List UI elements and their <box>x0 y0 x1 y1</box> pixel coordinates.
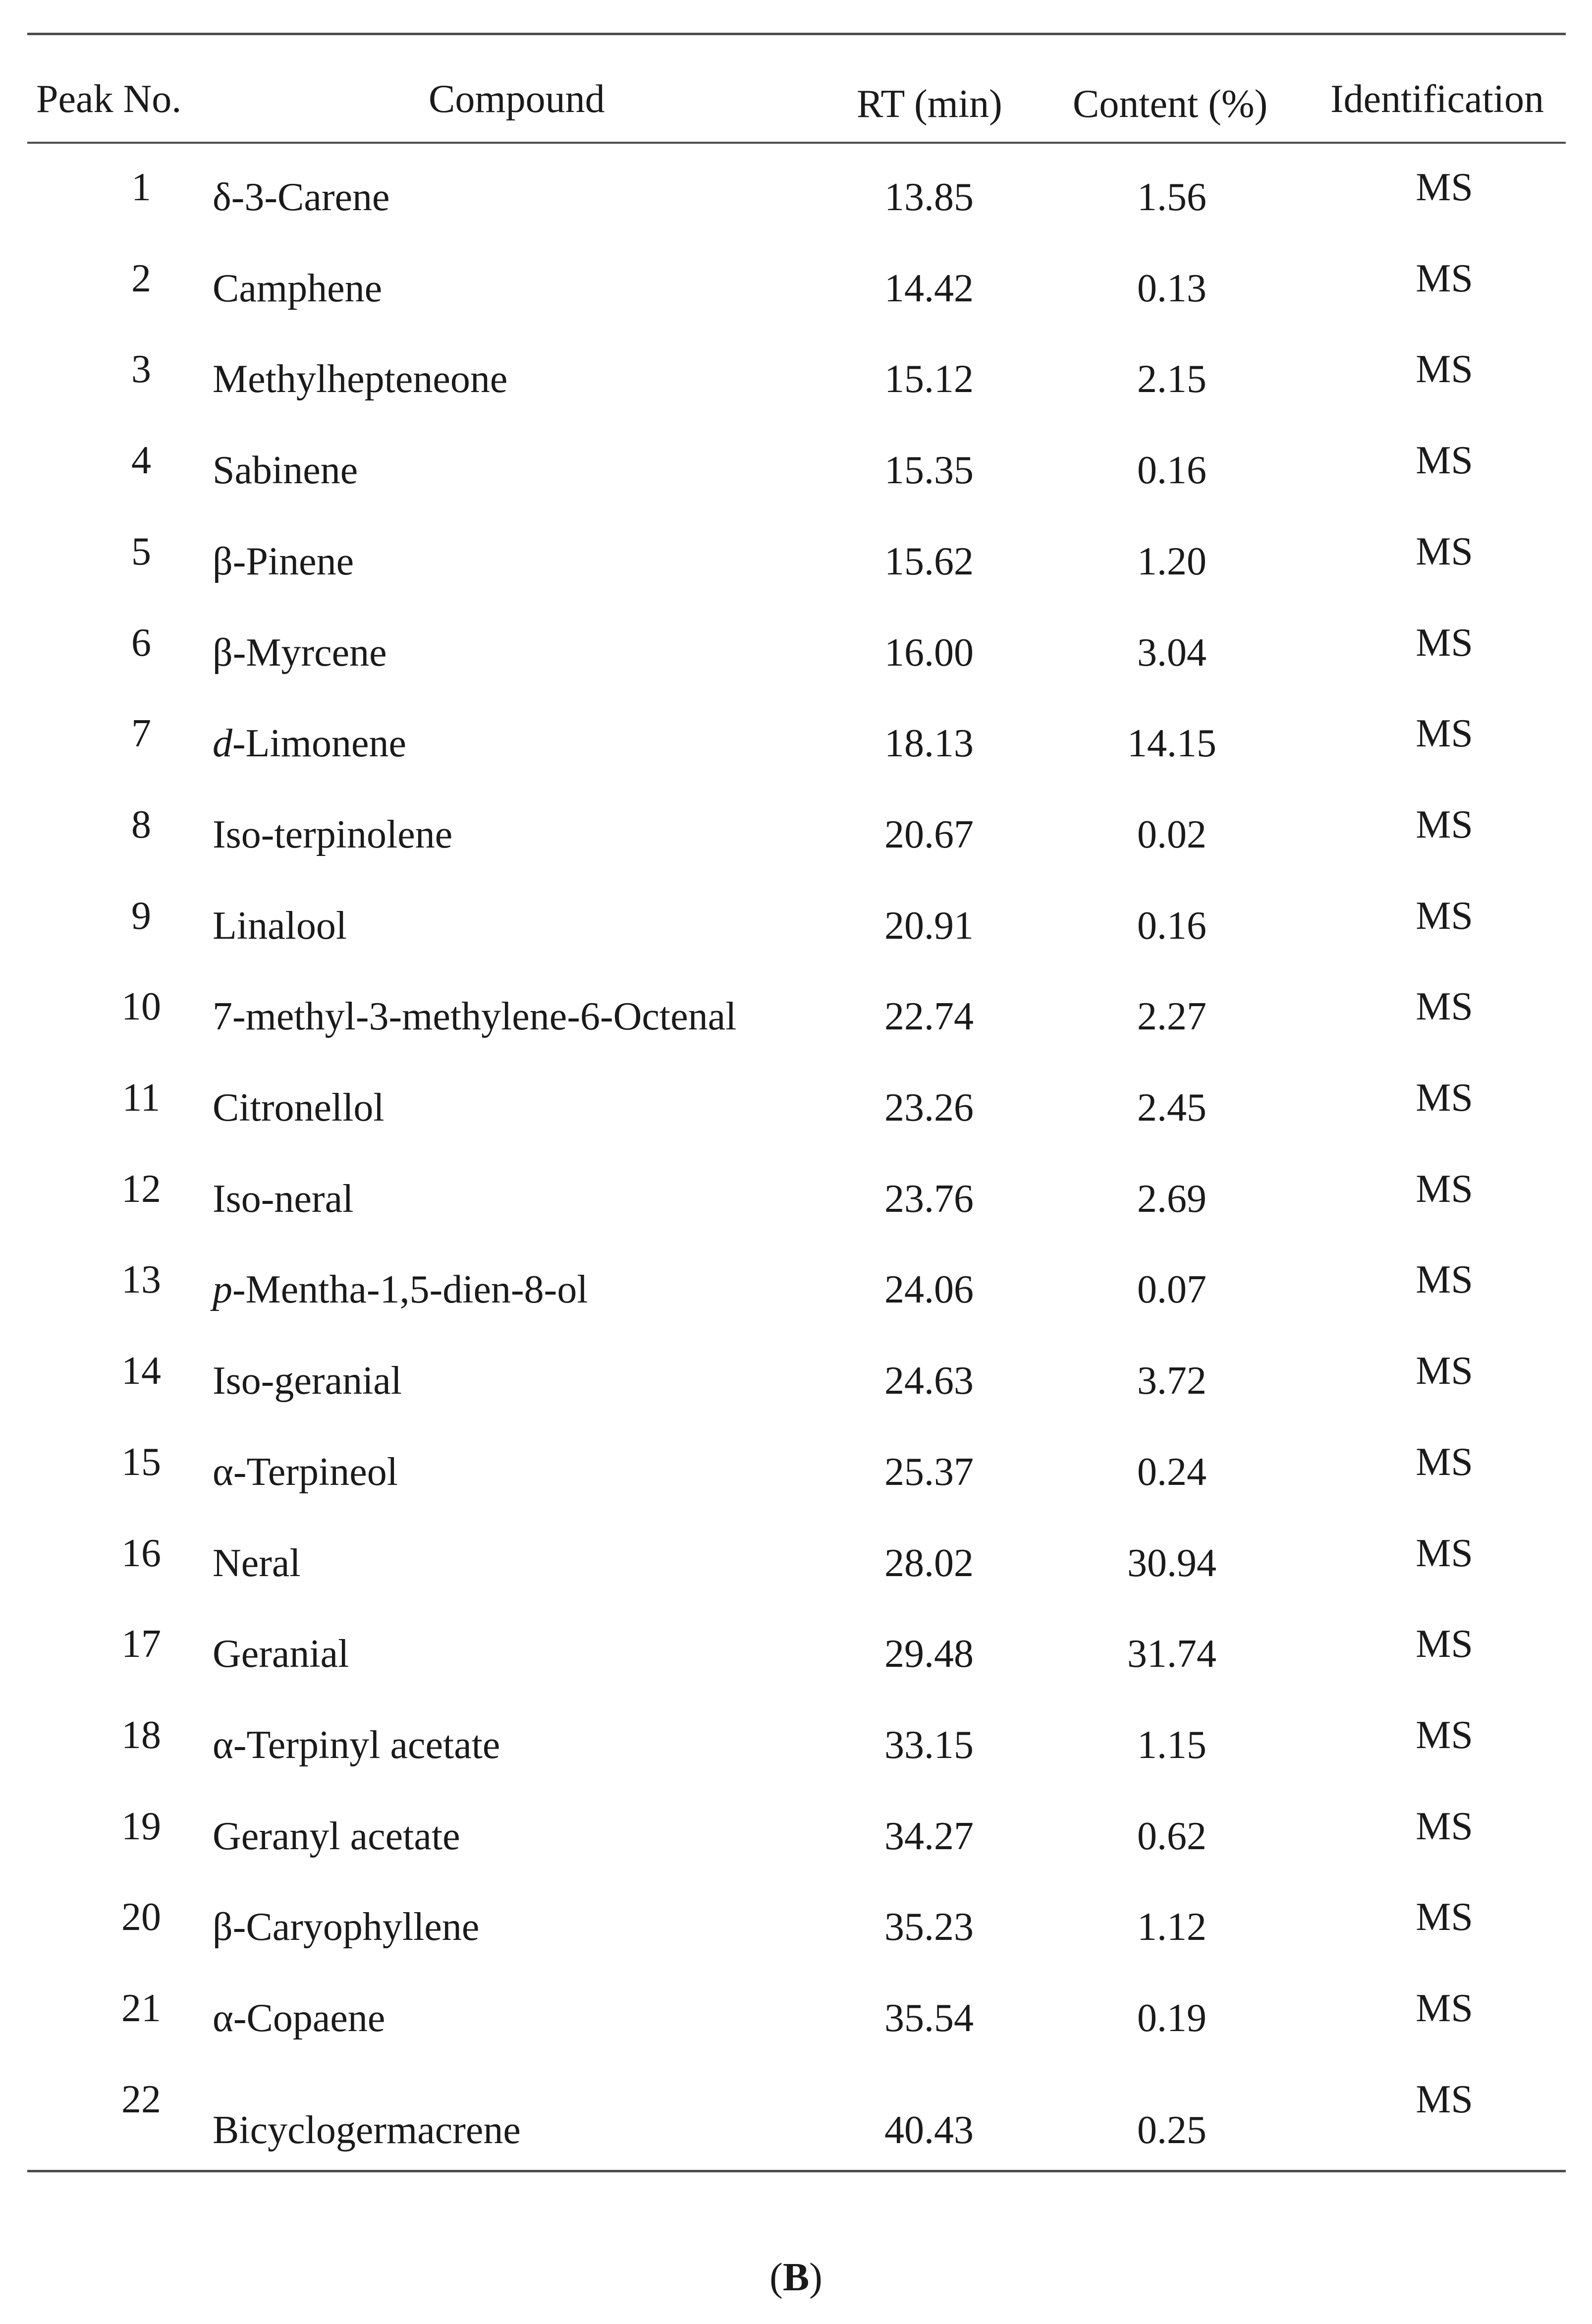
retention-time-cell: 35.23 <box>884 1905 974 1949</box>
table-row <box>27 781 1566 872</box>
identification-cell: MS <box>1416 1349 1473 1393</box>
compound-name-text: Iso-terpinolene <box>213 812 453 856</box>
table-row <box>27 1510 1566 1600</box>
content-percent-cell: 0.13 <box>1137 266 1207 310</box>
table-row <box>27 2056 1566 2152</box>
caption-open-paren: ( <box>769 2256 783 2299</box>
compound-name-text: Neral <box>213 1541 301 1585</box>
compound-name-text: δ-3-Carene <box>213 175 390 219</box>
identification-cell: MS <box>1416 1895 1473 1939</box>
peak-number-cell: 11 <box>122 1076 161 1120</box>
content-percent-cell: 3.04 <box>1137 630 1207 675</box>
peak-number-cell: 22 <box>121 2077 161 2121</box>
content-percent-cell: 1.20 <box>1137 539 1207 583</box>
content-percent-cell: 1.56 <box>1137 175 1207 219</box>
identification-cell: MS <box>1416 347 1473 392</box>
identification-cell: MS <box>1416 1440 1473 1484</box>
retention-time-cell: 16.00 <box>884 630 974 675</box>
content-percent-cell: 3.72 <box>1137 1359 1207 1403</box>
compound-name-text: Iso-geranial <box>213 1359 402 1403</box>
peak-number-cell: 3 <box>131 347 151 392</box>
content-percent-cell: 2.69 <box>1137 1177 1207 1221</box>
table-row <box>27 235 1566 326</box>
table-row <box>27 1145 1566 1236</box>
peak-number-cell: 6 <box>131 621 151 665</box>
retention-time-cell: 15.62 <box>884 539 974 583</box>
peak-number-cell: 8 <box>131 802 151 847</box>
compound-prefix: p <box>213 1268 232 1312</box>
retention-time-cell: 18.13 <box>884 722 974 766</box>
compound-name-text: Methylhepteneone <box>213 357 508 401</box>
content-percent-cell: 0.62 <box>1137 1814 1207 1858</box>
compound-name-cell <box>213 1268 588 1312</box>
table-row <box>27 1600 1566 1691</box>
table-row <box>27 326 1566 416</box>
content-percent-cell: 0.25 <box>1137 2108 1207 2152</box>
compound-name-text: α-Copaene <box>213 1996 385 2040</box>
compound-prefix: d <box>213 722 232 766</box>
identification-cell: MS <box>1416 1986 1473 2030</box>
peak-number-cell: 16 <box>121 1531 161 1575</box>
content-percent-cell: 0.19 <box>1137 1996 1207 2040</box>
retention-time-cell: 35.54 <box>884 1996 974 2040</box>
peak-number-cell: 13 <box>121 1258 161 1302</box>
content-percent-cell: 14.15 <box>1127 722 1216 766</box>
retention-time-cell: 20.91 <box>884 904 974 948</box>
retention-time-cell: 23.26 <box>884 1086 974 1130</box>
content-percent-cell: 1.15 <box>1137 1723 1207 1767</box>
retention-time-cell: 34.27 <box>884 1814 974 1858</box>
table-row <box>27 508 1566 599</box>
identification-cell: MS <box>1416 802 1473 847</box>
peak-number-cell: 9 <box>131 894 151 938</box>
content-percent-cell: 2.45 <box>1137 1086 1207 1130</box>
retention-time-cell: 25.37 <box>884 1450 974 1494</box>
figure-caption <box>0 2258 1592 2297</box>
compound-name-cell <box>213 1088 384 1128</box>
compound-name-text: -Limonene <box>232 722 406 766</box>
compound-name-cell <box>213 449 358 493</box>
compound-name-text: Geranial <box>213 1632 349 1676</box>
identification-cell: MS <box>1416 985 1473 1029</box>
peak-number-cell: 7 <box>131 712 151 756</box>
compound-name-cell <box>213 266 383 310</box>
peak-number-cell: 2 <box>131 256 151 300</box>
table-row <box>27 1236 1566 1327</box>
peak-number-cell: 1 <box>131 166 151 209</box>
table-row <box>27 690 1566 781</box>
retention-time-cell: 22.74 <box>884 995 974 1039</box>
compound-name-cell <box>213 177 390 217</box>
compound-name-cell <box>213 630 387 675</box>
retention-time-cell: 24.06 <box>884 1268 974 1312</box>
table-row <box>27 599 1566 690</box>
table-row <box>27 963 1566 1054</box>
retention-time-cell: 40.43 <box>884 2108 974 2152</box>
peak-number-cell: 10 <box>121 985 161 1029</box>
retention-time-cell: 20.67 <box>884 812 974 856</box>
compound-name-cell <box>213 1725 500 1765</box>
peak-number-cell: 12 <box>121 1167 161 1211</box>
caption-label: B <box>782 2256 810 2299</box>
compound-name-cell <box>213 812 453 856</box>
compound-name-cell <box>213 1452 398 1492</box>
header-peak-no: Peak No. <box>36 77 182 121</box>
retention-time-cell: 13.85 <box>884 175 974 219</box>
retention-time-cell: 15.35 <box>884 449 974 493</box>
peak-number-cell: 14 <box>121 1349 161 1393</box>
compound-name-text: Citronellol <box>213 1086 384 1130</box>
table-row <box>27 1692 1566 1782</box>
identification-cell: MS <box>1416 1804 1473 1848</box>
content-percent-cell: 1.12 <box>1137 1905 1207 1949</box>
compound-name-text: β-Myrcene <box>213 630 387 675</box>
content-percent-cell: 2.27 <box>1137 995 1207 1039</box>
peak-number-cell: 5 <box>131 529 151 573</box>
identification-cell: MS <box>1416 166 1473 209</box>
compound-name-text: α-Terpinyl acetate <box>213 1723 500 1767</box>
table-row <box>27 1418 1566 1509</box>
content-percent-cell: 0.16 <box>1137 449 1207 493</box>
identification-cell: MS <box>1416 1713 1473 1757</box>
compound-name-cell <box>213 359 507 399</box>
identification-cell: MS <box>1416 894 1473 938</box>
compound-name-text: α-Terpineol <box>213 1450 398 1494</box>
content-percent-cell: 0.02 <box>1137 812 1207 856</box>
table-header-row <box>27 33 1566 142</box>
table-row <box>27 1873 1566 1964</box>
peak-number-cell: 19 <box>121 1804 161 1848</box>
table-row <box>27 144 1566 234</box>
compound-name-cell <box>213 1998 385 2038</box>
compound-name-cell <box>213 1543 301 1583</box>
compound-name-text: Linalool <box>213 904 347 948</box>
compound-name-text: Bicyclogermacrene <box>213 2108 521 2152</box>
content-percent-cell: 0.07 <box>1137 1268 1207 1312</box>
table-row <box>27 1054 1566 1145</box>
peak-number-cell: 20 <box>121 1895 161 1939</box>
identification-cell: MS <box>1416 1258 1473 1302</box>
peak-number-cell: 17 <box>121 1622 161 1666</box>
table-bottom-rule <box>27 2170 1566 2172</box>
compound-name-text: -Mentha-1,5-dien-8-ol <box>232 1268 588 1312</box>
content-percent-cell: 0.24 <box>1137 1450 1207 1494</box>
identification-cell: MS <box>1416 1167 1473 1211</box>
compound-name-text: 7-methyl-3-methylene-6-Octenal <box>213 995 737 1039</box>
compound-name-cell <box>213 722 406 766</box>
retention-time-cell: 23.76 <box>884 1177 974 1221</box>
identification-cell: MS <box>1416 712 1473 756</box>
compound-name-text: Sabinene <box>213 449 358 493</box>
compound-name-cell <box>213 1634 349 1674</box>
compound-name-text: Iso-neral <box>213 1177 354 1221</box>
identification-cell: MS <box>1416 439 1473 483</box>
retention-time-cell: 29.48 <box>884 1632 974 1676</box>
compound-name-cell <box>213 1816 460 1856</box>
content-percent-cell: 0.16 <box>1137 904 1207 948</box>
identification-cell: MS <box>1416 621 1473 665</box>
identification-cell: MS <box>1416 256 1473 300</box>
retention-time-cell: 14.42 <box>884 266 974 310</box>
header-identification: Identification <box>1330 77 1544 121</box>
compound-name-text: β-Caryophyllene <box>213 1905 480 1949</box>
header-content: Content (%) <box>1073 82 1268 126</box>
retention-time-cell: 15.12 <box>884 357 974 401</box>
peak-number-cell: 4 <box>131 439 151 483</box>
table-row <box>27 872 1566 963</box>
table-row <box>27 1783 1566 1873</box>
compound-name-cell <box>213 906 347 946</box>
compound-name-cell <box>213 2110 521 2150</box>
compound-name-cell <box>213 539 354 583</box>
content-percent-cell: 31.74 <box>1127 1632 1216 1676</box>
peak-number-cell: 21 <box>121 1986 161 2030</box>
peak-number-cell: 18 <box>121 1713 161 1757</box>
content-percent-cell: 2.15 <box>1137 357 1207 401</box>
compound-name-cell <box>213 995 737 1039</box>
retention-time-cell: 24.63 <box>884 1359 974 1403</box>
identification-cell: MS <box>1416 529 1473 573</box>
table-row <box>27 417 1566 508</box>
header-rt: RT (min) <box>857 82 1002 126</box>
compound-name-cell <box>213 1179 353 1219</box>
compound-name-cell <box>213 1361 402 1401</box>
retention-time-cell: 28.02 <box>884 1541 974 1585</box>
compound-name-text: Camphene <box>213 266 383 310</box>
identification-cell: MS <box>1416 1622 1473 1666</box>
compound-name-text: Geranyl acetate <box>213 1814 460 1858</box>
identification-cell: MS <box>1416 2077 1473 2121</box>
caption-close-paren: ) <box>809 2256 823 2299</box>
retention-time-cell: 33.15 <box>884 1723 974 1767</box>
identification-cell: MS <box>1416 1531 1473 1575</box>
identification-cell: MS <box>1416 1076 1473 1120</box>
compound-name-cell <box>213 1907 479 1947</box>
table-row <box>27 1327 1566 1418</box>
table-row <box>27 1965 1566 2055</box>
header-compound: Compound <box>429 77 605 121</box>
peak-number-cell: 15 <box>121 1440 161 1484</box>
content-percent-cell: 30.94 <box>1127 1541 1216 1585</box>
compound-name-text: β-Pinene <box>213 539 354 583</box>
